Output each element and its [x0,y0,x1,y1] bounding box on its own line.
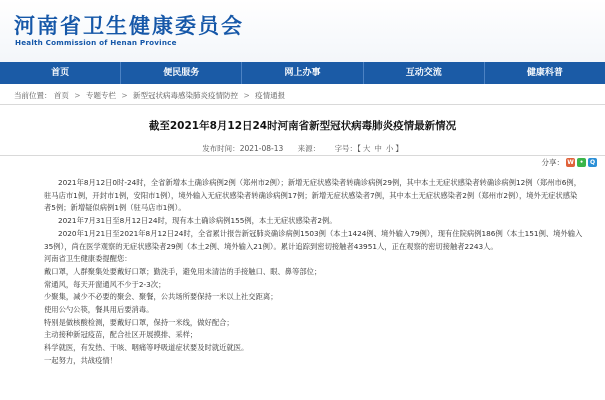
article-paragraph: 戴口罩，人群聚集处要戴好口罩；勤洗手，避免用未清洁的手接触口、眼、鼻等部位； [44,266,322,276]
article-paragraph: 科学就医，有发热、干咳、咽痛等呼吸道症状要及时就近就医。 [44,343,249,353]
divider [0,104,605,105]
nav-item-interaction[interactable]: 互动交流 [364,62,485,84]
font-size-large-button[interactable]: 大 [362,144,371,153]
breadcrumb-home[interactable]: 首页 [53,91,69,100]
publish-date-label: 发布时间： [202,144,240,153]
font-size-label: 字号： [334,144,358,153]
nav-item-services[interactable]: 便民服务 [121,62,242,84]
article-paragraph: 河南省卫生健康委提醒您： [44,254,132,264]
article-paragraph: 使用公勺公筷，餐具用后要消毒。 [44,305,154,315]
article-paragraph: 少聚集，减少不必要的聚会、聚餐，公共场所要保持一米以上社交距离； [44,292,278,302]
site-subtitle: Health Commission of Henan Province [15,38,177,47]
qq-share-icon[interactable]: Q [589,159,596,166]
breadcrumb [14,90,285,101]
article-meta [0,143,605,154]
article-paragraph: 一起努力，共战疫情！ [44,355,117,365]
main-nav [0,62,605,84]
nav-item-online-affairs[interactable]: 网上办事 [242,62,363,84]
publish-date-value: 2021-08-13 [239,144,284,153]
font-size-small-button[interactable]: 小 [385,144,394,153]
breadcrumb-separator-icon: > [243,91,250,100]
font-size-medium-button[interactable]: 中 [374,144,382,153]
publish-date [202,144,283,153]
article-paragraph: 2021年8月12日0时-24时，全省新增本土确诊病例2例（郑州市2例）；新增无症状感染者转确诊病例29例，其中本土无症状感染者转确诊病例12例（郑州市6例，驻马店市1例，开封市1例，安阳市1例），境外输入无症状感染者转确诊病例17例；新增无症状感染者7例，其中本土无症状感染者2例（郑州市2例），境外无症状感染者5例；新增疑似病例1例（驻马店市1例）。 [44,178,582,213]
article-source [298,144,321,153]
share-label: 分享： [541,158,564,167]
breadcrumb-separator-icon: > [74,91,81,100]
font-size-open-bracket: 【 [357,144,361,153]
weibo-share-icon[interactable]: W [567,159,574,166]
nav-item-health-science[interactable]: 健康科普 [526,68,563,78]
font-size-control [335,144,403,153]
article-paragraph: 常通风，每天开窗通风不少于2-3次； [44,279,166,289]
share-bar [542,157,598,168]
breadcrumb-special-topics[interactable]: 专题专栏 [85,91,116,100]
article-paragraph: 2021年7月31日至8月12日24时，现有本土确诊病例155例，本土无症状感染者2例。 [58,216,337,226]
breadcrumb-separator-icon: > [121,91,128,100]
breadcrumb-prefix: 当前位置： [14,91,52,100]
article-body [44,177,584,368]
site-title[interactable]: 河南省卫生健康委员会 [14,14,244,38]
breadcrumb-covid-control[interactable]: 新型冠状病毒感染肺炎疫情防控 [133,91,239,100]
breadcrumb-epidemic-report[interactable]: 疫情通报 [255,91,286,100]
wechat-share-icon[interactable]: • [577,158,586,167]
site-header [0,0,605,62]
nav-item-home[interactable]: 首页 [0,62,121,84]
article-title: 截至2021年8月12日24时河南省新型冠状病毒肺炎疫情最新情况 [148,120,457,132]
article-paragraph: 特别是做核酸检测，要戴好口罩，保持一米线，做好配合； [44,317,234,327]
source-label: 来源： [297,144,321,153]
divider [0,155,605,156]
font-size-close-bracket: 】 [395,144,403,153]
article-paragraph: 主动接种新冠疫苗，配合社区开展摸排、采样； [44,330,198,340]
article-paragraph: 2020年1月21日至2021年8月12日24时，全省累计报告新冠肺炎确诊病例1503例（本土1424例、境外输入79例），现有住院病例186例（本土151例、境外输入35例），尚在医学观察的无症状感染者29例（本土2例、境外输入21例）。累计追踪到密切接触者43951人，正在观察的密切接触者2243人。 [44,228,583,251]
